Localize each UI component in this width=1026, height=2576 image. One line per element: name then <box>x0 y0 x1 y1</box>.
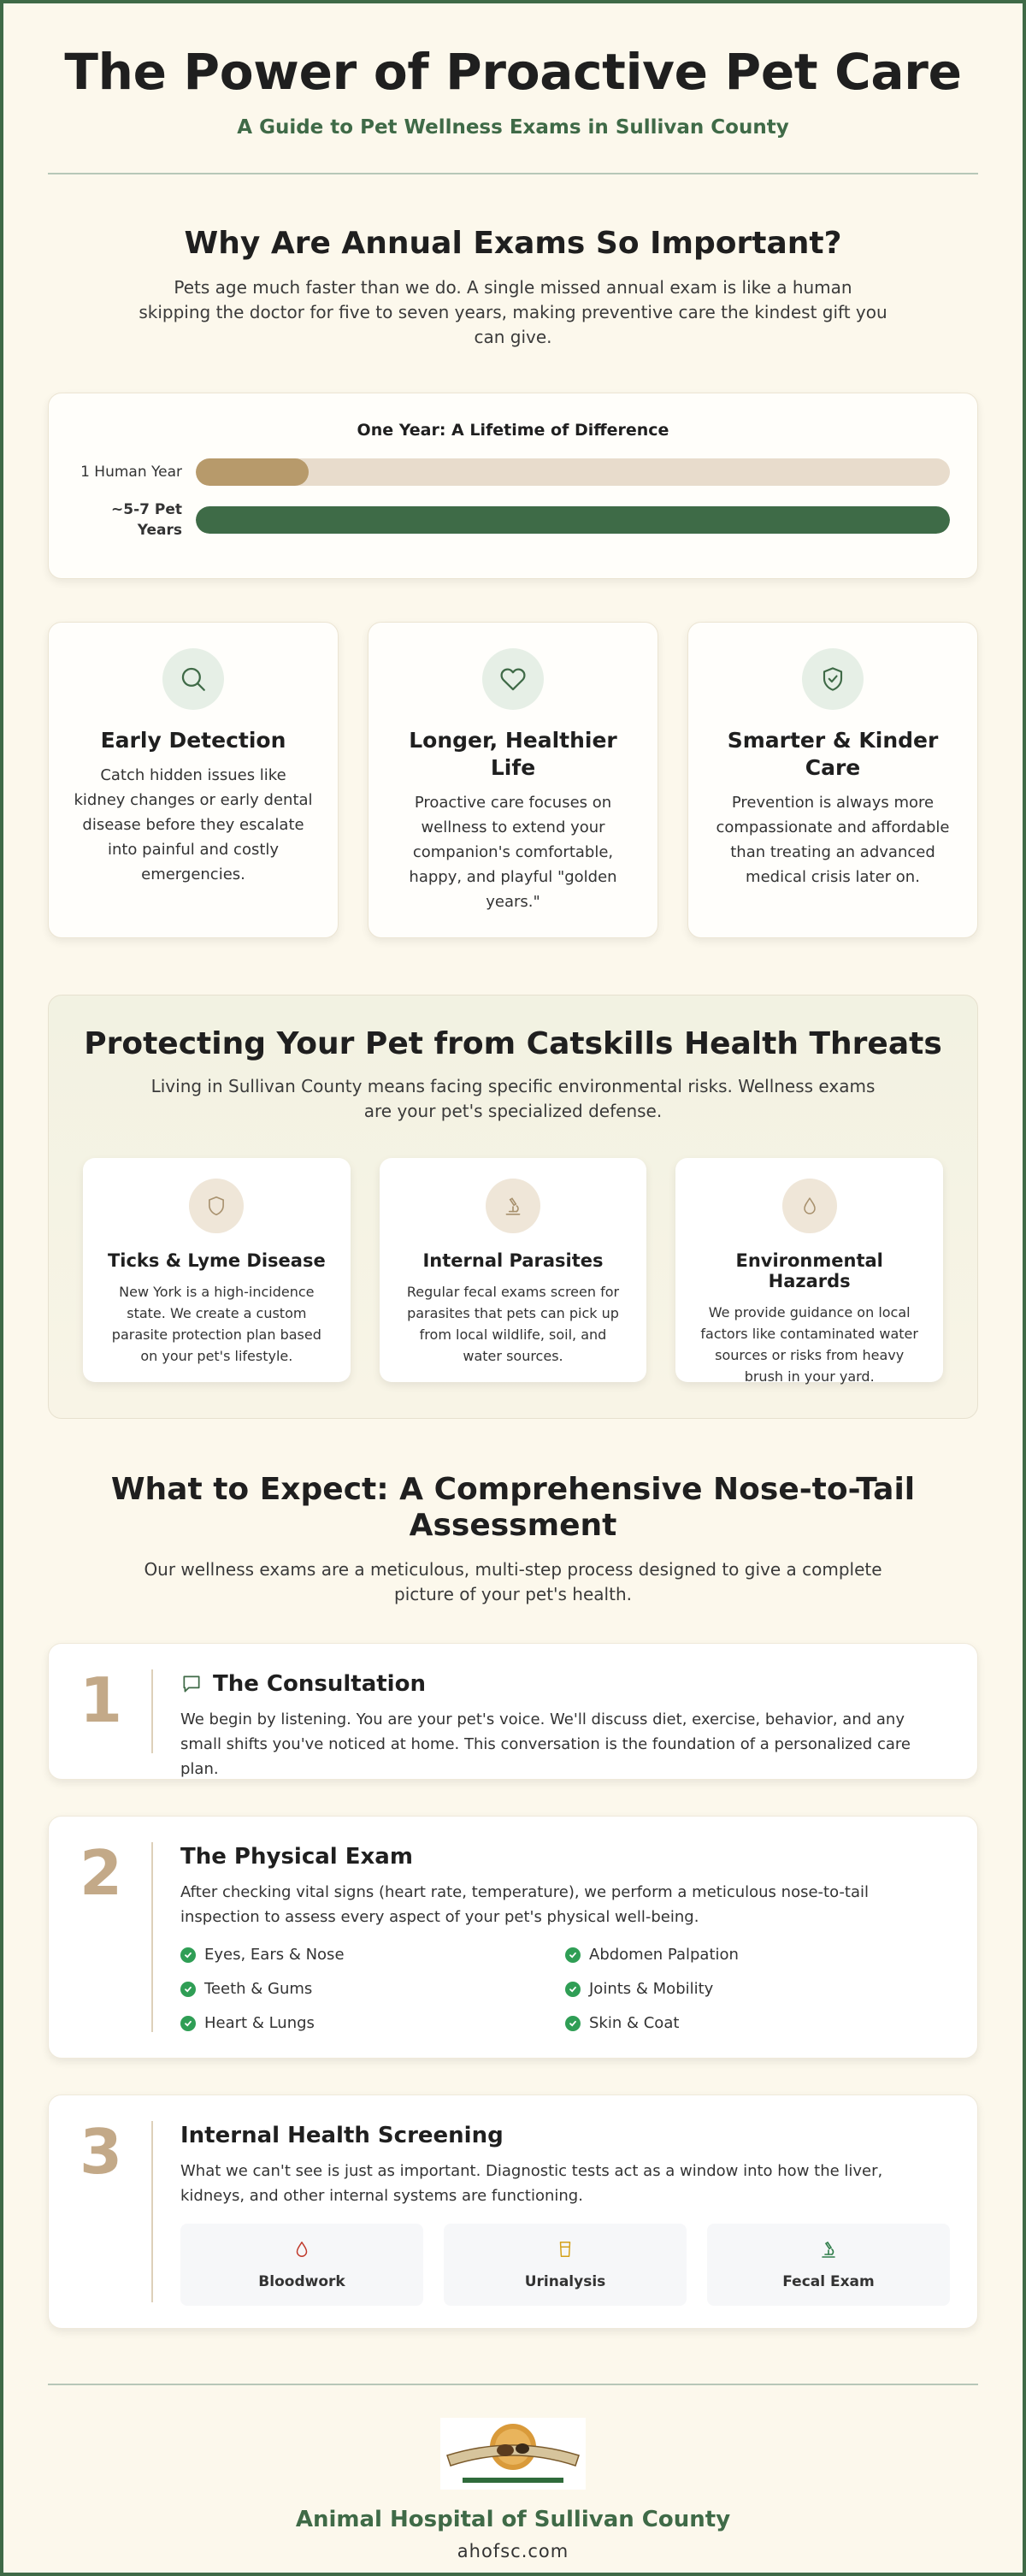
importance-intro: Pets age much faster than we do. A single missed annual exam is like a human skipping the doctor for five to seven years, making preventive care the kindest gift you can give. <box>139 277 887 347</box>
footer <box>48 2385 978 2561</box>
benefit-card-kinder-care <box>687 622 978 938</box>
step-divider <box>151 1842 153 2032</box>
threats-section <box>48 995 978 1419</box>
page-subtitle: A Guide to Pet Wellness Exams in Sullivan County <box>237 116 789 139</box>
test-urinalysis <box>444 2224 687 2306</box>
importance-title: Why Are Annual Exams So Important? <box>184 226 842 261</box>
step-title-text: The Physical Exam <box>180 1844 413 1870</box>
benefit-title: Early Detection <box>100 728 286 753</box>
diagnostic-tests <box>180 2224 950 2306</box>
step-physical-exam <box>48 1816 978 2059</box>
step-title <box>180 1842 950 1871</box>
checklist-item: Skin & Coat <box>565 2012 950 2035</box>
threats-intro: Living in Sullivan County means facing specific environmental risks. Wellness exams are your pet's specialized defense. <box>150 1076 876 1121</box>
step-title-text: The Consultation <box>213 1671 426 1697</box>
hospital-url[interactable]: ahofsc.com <box>457 2541 569 2561</box>
threats-title: Protecting Your Pet from Catskills Health Threats <box>84 1026 942 1061</box>
page-title: The Power of Proactive Pet Care <box>64 43 962 101</box>
test-fecal-exam <box>707 2224 950 2306</box>
chat-bubble-icon <box>180 1673 203 1695</box>
age-comparison-title: One Year: A Lifetime of Difference <box>357 421 669 440</box>
step-divider <box>151 1669 153 1753</box>
benefit-text: Catch hidden issues like kidney changes or early dental disease before they escalate into painful and costly emergencies. <box>74 766 313 883</box>
shield-icon <box>189 1179 244 1233</box>
threat-text: New York is a high-incidence state. We create a custom parasite protection plan based on your pet's lifestyle. <box>111 1284 321 1364</box>
pet-years-label: ~5-7 Pet Years <box>111 501 182 539</box>
step-internal-screening <box>48 2094 978 2329</box>
checklist-item: Teeth & Gums <box>180 1977 565 2001</box>
step-number: 1 <box>79 1664 123 1736</box>
shield-check-icon <box>802 648 864 710</box>
check-circle-icon <box>565 1982 581 1997</box>
threat-card-ticks <box>83 1158 351 1382</box>
benefit-text: Proactive care focuses on wellness to extend your companion's comfortable, happy, and playful "golden years." <box>409 794 617 911</box>
benefit-cards <box>48 622 978 938</box>
sample-cup-icon <box>556 2237 575 2265</box>
check-circle-icon <box>180 2016 196 2031</box>
test-label: Urinalysis <box>524 2273 606 2290</box>
step-text: What we can't see is just as important. Diagnostic tests act as a window into how the liver, kidneys, and other internal systems are functioning. <box>180 2162 883 2205</box>
threat-cards <box>83 1158 943 1385</box>
hospital-name: Animal Hospital of Sullivan County <box>295 2507 731 2532</box>
benefit-title: Smarter & Kinder Care <box>727 728 939 780</box>
pet-years-track <box>196 506 950 534</box>
check-circle-icon <box>565 1947 581 1963</box>
step-title <box>180 1669 950 1699</box>
step-title-text: Internal Health Screening <box>180 2123 504 2148</box>
step-text: After checking vital signs (heart rate, temperature), we perform a meticulous nose-to-tail inspection to assess every aspect of your pet's physical well-being. <box>180 1883 870 1926</box>
step-title <box>180 2121 950 2150</box>
checklist-item: Joints & Mobility <box>565 1977 950 2001</box>
test-bloodwork <box>180 2224 423 2306</box>
blood-drop-icon <box>292 2237 311 2265</box>
benefit-card-early-detection <box>48 622 339 938</box>
test-label: Fecal Exam <box>782 2273 875 2290</box>
step-consultation <box>48 1643 978 1780</box>
threat-card-parasites <box>380 1158 647 1382</box>
threat-text: Regular fecal exams screen for parasites that pets can pick up from local wildlife, soil, and water sources. <box>406 1284 620 1364</box>
check-circle-icon <box>180 1982 196 1997</box>
hospital-logo <box>440 2418 586 2490</box>
exam-checklist <box>180 1943 950 2035</box>
threat-title: Ticks & Lyme Disease <box>107 1250 326 1271</box>
benefit-card-longer-life <box>368 622 658 938</box>
age-comparison-card <box>48 393 978 579</box>
benefit-text: Prevention is always more compassionate and affordable than treating an advanced medical crisis later on. <box>716 794 950 886</box>
threat-card-hazards <box>675 1158 943 1385</box>
threat-title: Environmental Hazards <box>735 1250 883 1291</box>
microscope-icon <box>818 2237 839 2265</box>
step-divider <box>151 2121 153 2302</box>
header <box>48 3 978 139</box>
benefit-title: Longer, Healthier Life <box>409 728 617 780</box>
step-number: 3 <box>79 2116 123 2188</box>
importance-section <box>48 174 978 938</box>
droplet-icon <box>782 1179 837 1233</box>
check-circle-icon <box>180 1947 196 1963</box>
test-label: Bloodwork <box>258 2273 345 2290</box>
magnifier-icon <box>162 648 224 710</box>
microscope-icon <box>486 1179 540 1233</box>
checklist-item: Heart & Lungs <box>180 2012 565 2035</box>
pet-years-bar <box>196 506 950 534</box>
pet-years-row <box>76 499 950 541</box>
heart-icon <box>482 648 544 710</box>
step-text: We begin by listening. You are your pet's voice. We'll discuss diet, exercise, behavior, and any small shifts you've noticed at home. This conversation is the foundation of a personalized care plan. <box>180 1710 911 1778</box>
human-year-track <box>196 458 950 486</box>
checklist-item: Eyes, Ears & Nose <box>180 1943 565 1967</box>
human-year-bar <box>196 458 309 486</box>
step-number: 2 <box>79 1837 123 1909</box>
expect-title: What to Expect: A Comprehensive Nose-to-Tail Assessment <box>110 1472 916 1543</box>
expect-intro: Our wellness exams are a meticulous, multi-step process designed to give a complete picture of your pet's health. <box>144 1559 882 1604</box>
threat-title: Internal Parasites <box>422 1250 604 1271</box>
check-circle-icon <box>565 2016 581 2031</box>
threat-text: We provide guidance on local factors like contaminated water sources or risks from heavy brush in your yard. <box>700 1304 918 1385</box>
expect-section <box>48 1419 978 2329</box>
human-year-row <box>76 458 950 486</box>
checklist-item: Abdomen Palpation <box>565 1943 950 1967</box>
human-year-label: 1 Human Year <box>80 464 182 481</box>
